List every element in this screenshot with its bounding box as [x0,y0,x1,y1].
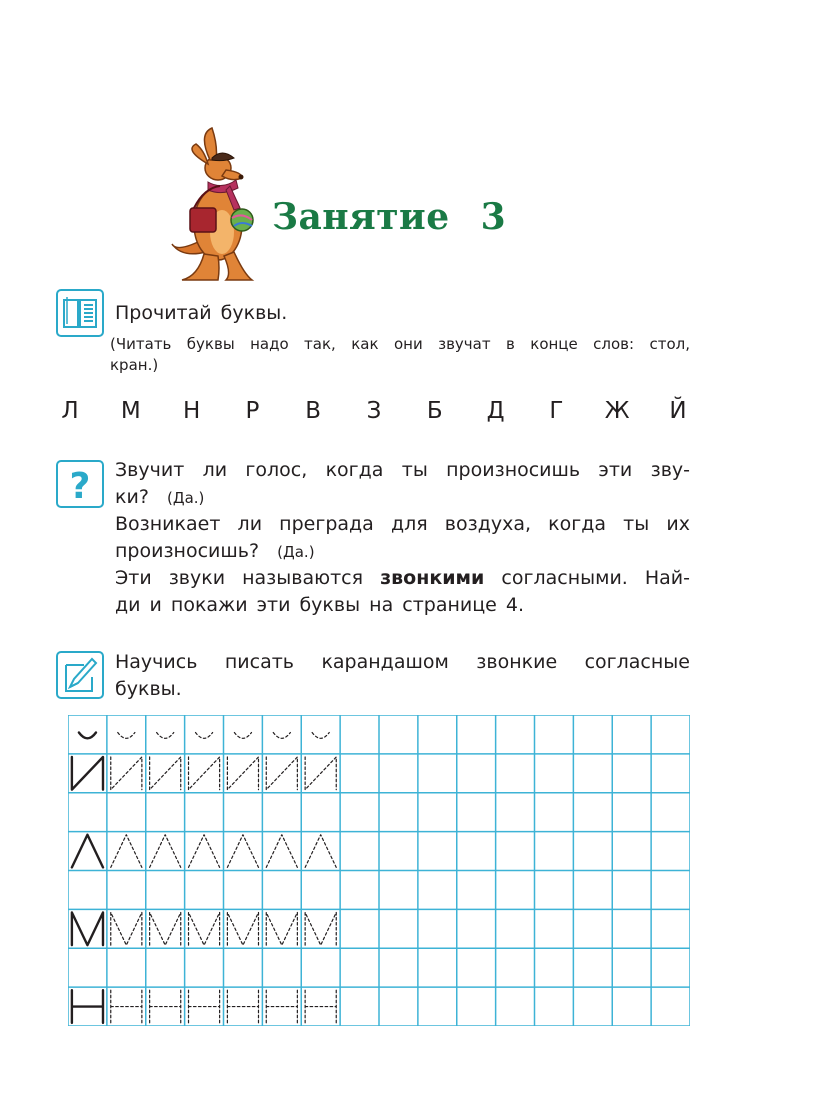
sample-letter [72,912,103,945]
kangaroo-mascot [168,124,264,284]
question-line6: ди и покажи эти буквы на странице 4. [115,594,525,616]
question-line4-text: произносишь? [115,540,260,562]
letter: Ж [604,398,630,424]
line5-pre: Эти звуки называются [115,567,364,589]
letter: З [366,398,382,424]
trace-letter-breve [234,732,251,738]
trace-letter-breve [157,732,174,738]
book-icon [56,289,104,337]
trace-letter [227,835,258,868]
letter: Д [486,398,505,424]
letter: Л [61,398,79,424]
pencil-icon [56,651,104,699]
page-title: Занятие 3 [272,196,507,238]
letter: Б [426,398,443,424]
trace-letter [305,757,336,790]
trace-letter [266,912,297,945]
write-line1: Научись писать карандашом звонкие согласные [115,651,690,673]
bold-term: звонкими [380,567,485,589]
trace-letter [189,990,220,1023]
trace-letter [266,990,297,1023]
answer-text: (Да.) [277,543,315,561]
kangaroo-icon [168,124,264,284]
question-line4 [115,538,690,566]
sample-letter [72,835,103,868]
answer-text: (Да.) [167,489,205,507]
trace-letter [150,835,181,868]
sample-letter-breve [79,732,96,738]
letter: В [305,398,322,424]
question-line5 [115,565,690,592]
read-heading: Прочитай буквы. [115,302,288,324]
trace-letter [111,990,142,1023]
trace-letter [227,757,258,790]
trace-letter [305,835,336,868]
letter: М [120,398,141,424]
trace-letter [189,835,220,868]
line5-post: согласными. Най- [501,567,690,589]
trace-letter-breve [312,732,329,738]
trace-letter [111,912,142,945]
writing-grid [68,715,690,1026]
trace-letter [266,835,297,868]
trace-letter [150,757,181,790]
read-note-line2: кран.) [110,356,159,374]
svg-text:?: ? [69,466,91,506]
trace-letter-breve [273,732,290,738]
read-note-line1: (Читать буквы надо так, как они звучат в конце слов: стол, [110,335,690,353]
question-line3: Возникает ли преграда для воздуха, когда ты их [115,513,690,535]
trace-letter-breve [196,732,213,738]
letter: Н [182,398,201,424]
write-line2: буквы. [115,678,182,700]
letter: Р [245,398,260,424]
sample-letter [72,757,103,790]
question-line2 [115,484,690,512]
trace-letter [111,835,142,868]
letters-row [56,398,692,428]
question-icon [56,460,104,508]
letter: Г [549,398,564,424]
trace-letter [227,990,258,1023]
trace-letter [266,757,297,790]
question-line1: Звучит ли голос, когда ты произносишь эти зву- [115,459,690,481]
question-line2-text: ки? [115,486,149,508]
trace-letter [150,912,181,945]
trace-letter [189,912,220,945]
trace-letter-breve [118,732,135,738]
trace-letter [150,990,181,1023]
trace-letter [227,912,258,945]
sample-letter [72,990,103,1023]
trace-letter [305,912,336,945]
trace-letter [305,990,336,1023]
trace-letter [189,757,220,790]
trace-letter [111,757,142,790]
letter: Й [669,398,687,424]
